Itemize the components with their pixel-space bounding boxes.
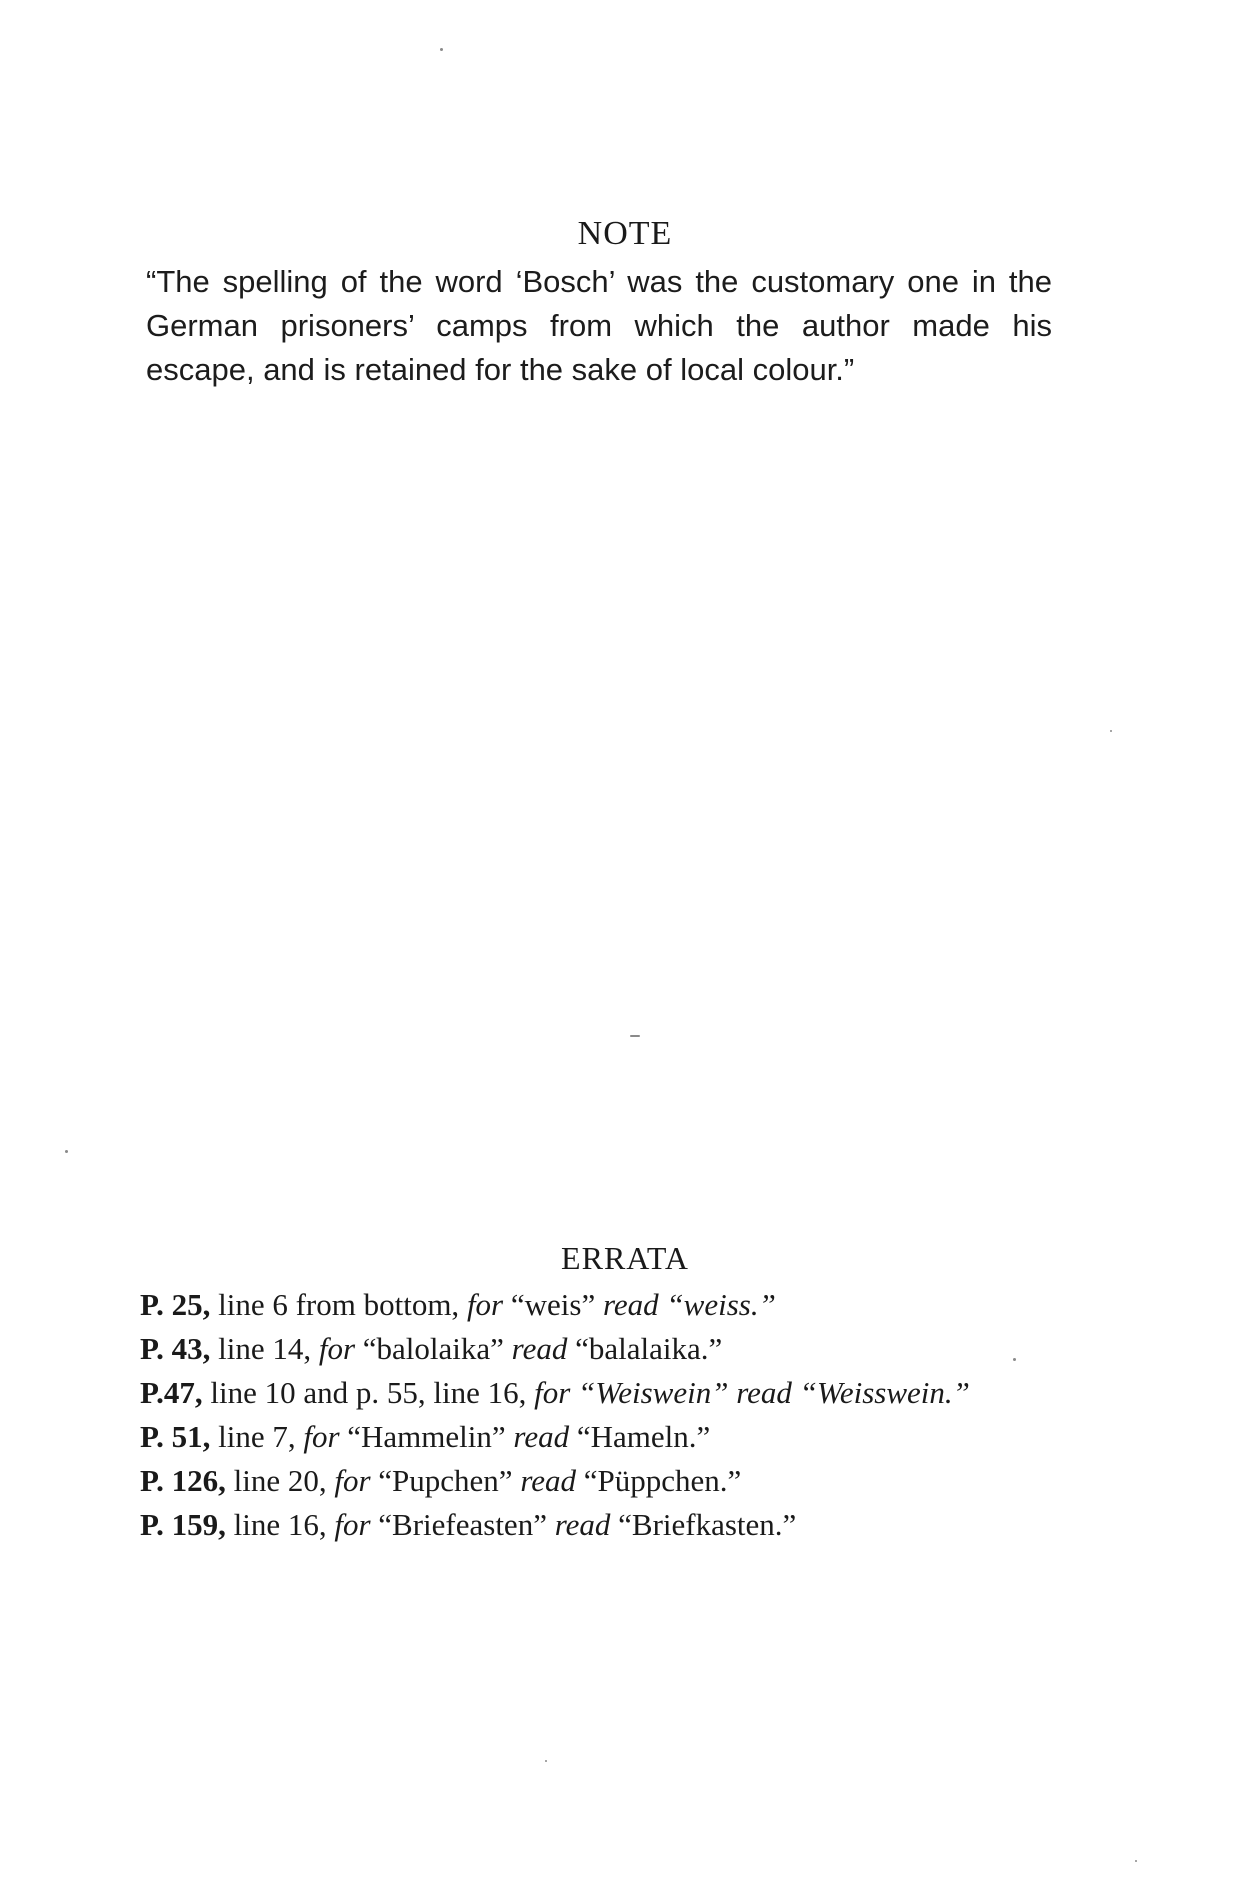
errata-entry	[140, 1283, 1052, 1327]
errata-read-word: read	[513, 1419, 570, 1454]
note-heading: NOTE	[577, 215, 673, 252]
errata-correct-word: “weiss.”	[658, 1287, 776, 1322]
errata-entry	[140, 1415, 1052, 1459]
errata-correct-word: “Briefkasten.”	[610, 1507, 797, 1542]
errata-for-word: for	[334, 1463, 371, 1498]
errata-for-word: for	[466, 1287, 504, 1322]
errata-read-word: read	[554, 1507, 611, 1542]
errata-wrong-word: “balolaika”	[355, 1331, 512, 1366]
errata-heading: ERRATA	[561, 1240, 689, 1276]
errata-read-word: read	[602, 1287, 659, 1322]
paper-speck	[1135, 1860, 1137, 1862]
paper-speck	[1110, 730, 1112, 732]
errata-location: line 7,	[210, 1419, 304, 1454]
errata-read-word: read	[511, 1331, 568, 1366]
errata-wrong-word: “Pupchen”	[370, 1463, 521, 1498]
errata-entry	[140, 1371, 1052, 1415]
errata-page-ref: P. 25,	[140, 1287, 211, 1322]
errata-page-ref: P. 51,	[140, 1419, 211, 1454]
errata-entry	[140, 1503, 1052, 1547]
errata-location: line 10 and p. 55, line 16,	[202, 1375, 535, 1410]
errata-location: line 6 from bottom,	[210, 1287, 467, 1322]
errata-page-ref: P. 159,	[140, 1507, 226, 1542]
errata-location: line 16,	[225, 1507, 335, 1542]
errata-read-word: read	[736, 1375, 792, 1410]
paper-speck	[65, 1150, 68, 1153]
errata-wrong-word: “weis”	[503, 1287, 603, 1322]
errata-entry	[140, 1459, 1052, 1503]
paper-speck	[1013, 1358, 1016, 1361]
paper-speck	[545, 1760, 547, 1762]
errata-page-ref: P. 126,	[140, 1463, 226, 1498]
errata-for-word: for	[303, 1419, 340, 1454]
errata-wrong-word: “Weiswein”	[570, 1375, 737, 1410]
errata-wrong-word: “Briefeasten”	[370, 1507, 555, 1542]
errata-correct-word: “balalaika.”	[567, 1331, 723, 1366]
errata-for-word: for	[534, 1375, 571, 1410]
errata-correct-word: “Weisswein.”	[791, 1375, 970, 1410]
paper-speck	[630, 1035, 640, 1037]
errata-page-ref: P.47,	[140, 1375, 203, 1410]
errata-for-word: for	[334, 1507, 371, 1542]
paper-speck	[440, 48, 443, 51]
errata-read-word: read	[520, 1463, 576, 1498]
errata-wrong-word: “Hammelin”	[339, 1419, 514, 1454]
errata-correct-word: “Hameln.”	[569, 1419, 711, 1454]
errata-correct-word: “Püppchen.”	[576, 1463, 742, 1498]
errata-entry	[140, 1327, 1052, 1371]
errata-for-word: for	[318, 1331, 356, 1366]
errata-location: line 20,	[225, 1463, 335, 1498]
note-paragraph: “The spelling of the word ‘Bosch’ was the customary one in the German prisoners’ camps from which the author made his escape, and is retained for the sake of local colour.”	[146, 264, 1052, 387]
errata-list	[140, 1283, 1052, 1547]
errata-location: line 14,	[210, 1331, 319, 1366]
errata-page-ref: P. 43,	[140, 1331, 211, 1366]
